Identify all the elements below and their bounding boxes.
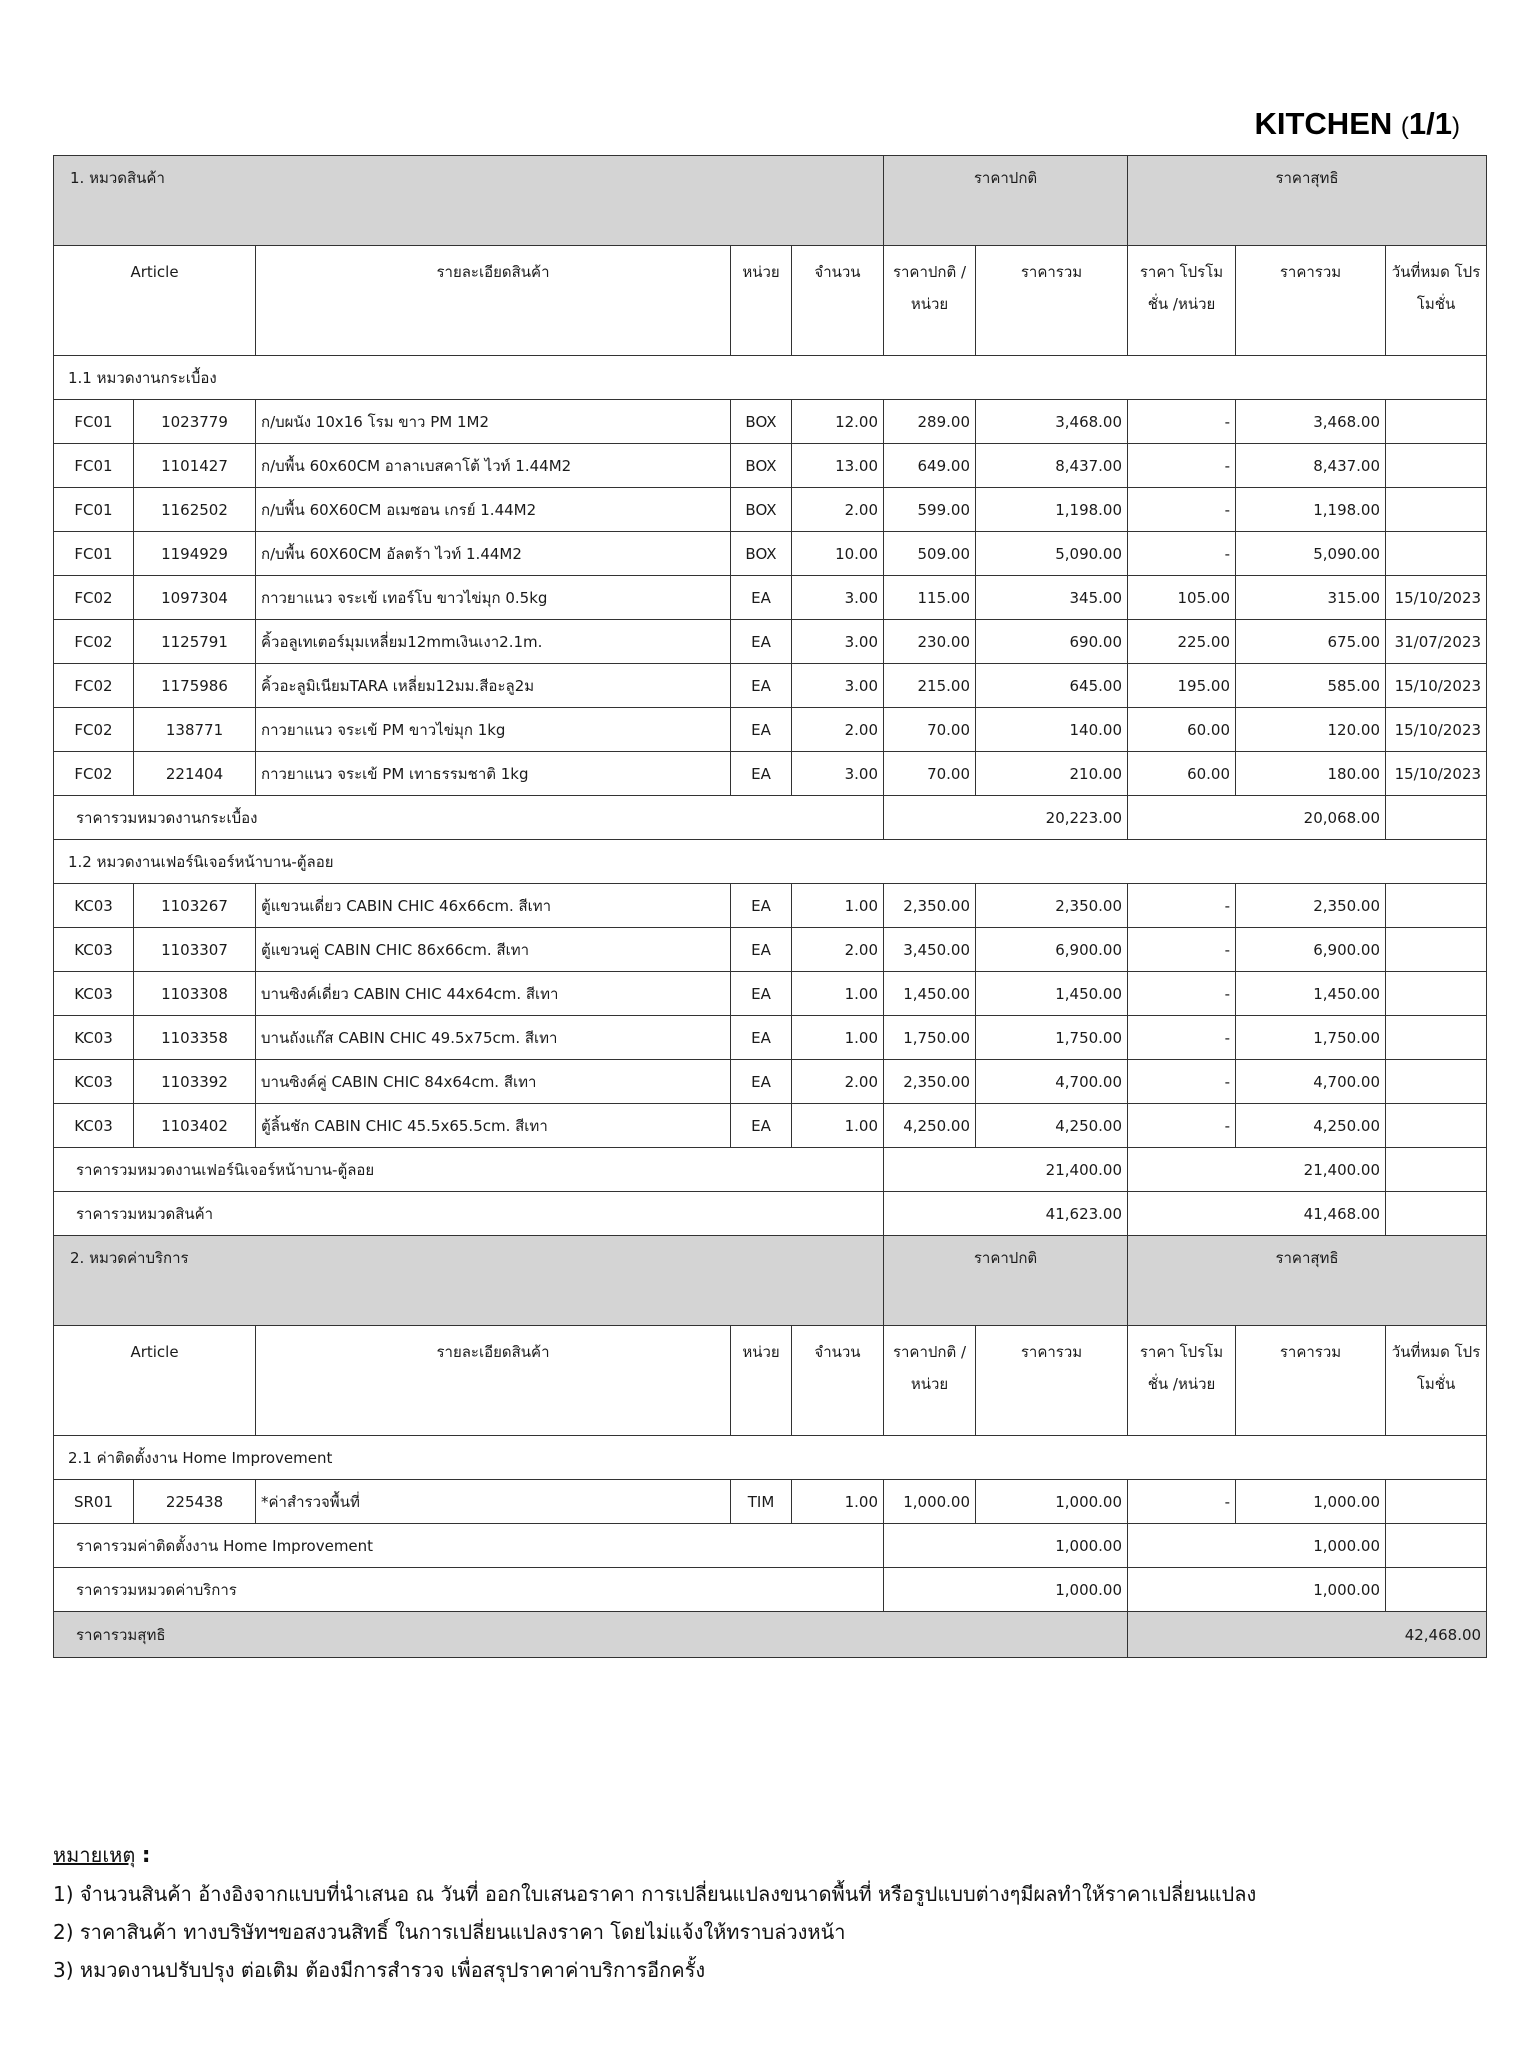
item-promo-price: - bbox=[1128, 400, 1236, 444]
section-title-row bbox=[54, 840, 1487, 884]
item-total: 345.00 bbox=[976, 576, 1128, 620]
item-article: 1194929 bbox=[134, 532, 256, 576]
col-unit-price: ราคาปกติ /หน่วย bbox=[884, 246, 976, 356]
item-unit-price: 70.00 bbox=[884, 752, 976, 796]
item-article: 1097304 bbox=[134, 576, 256, 620]
col-promo-total: ราคารวม bbox=[1236, 246, 1386, 356]
item-promo-total: 315.00 bbox=[1236, 576, 1386, 620]
grand-total-row bbox=[54, 1612, 1487, 1658]
item-article: 1103392 bbox=[134, 1060, 256, 1104]
table-row bbox=[54, 620, 1487, 664]
item-code: SR01 bbox=[54, 1480, 134, 1524]
regular-price-band: ราคาปกติ bbox=[884, 1236, 1128, 1326]
item-description: ก/บพื้น 60X60CM อเมซอน เกรย์ 1.44M2 bbox=[256, 488, 731, 532]
item-promo-price: 225.00 bbox=[1128, 620, 1236, 664]
item-unit-price: 115.00 bbox=[884, 576, 976, 620]
col-qty: จำนวน bbox=[792, 1326, 884, 1436]
item-promo-end bbox=[1386, 400, 1487, 444]
item-promo-end bbox=[1386, 1016, 1487, 1060]
subtotal-row bbox=[54, 796, 1487, 840]
table-row bbox=[54, 752, 1487, 796]
table-row bbox=[54, 884, 1487, 928]
col-promo-price: ราคา โปรโมชั่น /หน่วย bbox=[1128, 246, 1236, 356]
subtotal-regular: 21,400.00 bbox=[884, 1148, 1128, 1192]
item-unit-price: 1,750.00 bbox=[884, 1016, 976, 1060]
category-total-label: ราคารวมหมวดค่าบริการ bbox=[54, 1568, 884, 1612]
section-title: 1.2 หมวดงานเฟอร์นิเจอร์หน้าบาน-ตู้ลอย bbox=[54, 840, 1487, 884]
item-promo-total: 3,468.00 bbox=[1236, 400, 1386, 444]
item-article: 1101427 bbox=[134, 444, 256, 488]
item-code: KC03 bbox=[54, 972, 134, 1016]
item-article: 1175986 bbox=[134, 664, 256, 708]
item-article: 1103267 bbox=[134, 884, 256, 928]
note-item: 1) จำนวนสินค้า อ้างอิงจากแบบที่นำเสนอ ณ วันที่ ออกใบเสนอราคา การเปลี่ยนแปลงขนาดพื้นที่ หรือรูปแบบต่างๆมีผลทำให้ราคาเปลี่ยนแปลง bbox=[53, 1882, 1257, 1906]
item-article: 221404 bbox=[134, 752, 256, 796]
item-description: บานซิงค์เดี่ยว CABIN CHIC 44x64cm. สีเทา bbox=[256, 972, 731, 1016]
item-code: KC03 bbox=[54, 928, 134, 972]
subtotal-label: ราคารวมค่าติดตั้งงาน Home Improvement bbox=[54, 1524, 884, 1568]
category-total-row bbox=[54, 1568, 1487, 1612]
item-qty: 10.00 bbox=[792, 532, 884, 576]
item-promo-total: 1,000.00 bbox=[1236, 1480, 1386, 1524]
col-description: รายละเอียดสินค้า bbox=[256, 246, 731, 356]
category-title: 1. หมวดสินค้า bbox=[54, 156, 884, 246]
item-unit-price: 2,350.00 bbox=[884, 884, 976, 928]
item-promo-price: - bbox=[1128, 1016, 1236, 1060]
table-row bbox=[54, 444, 1487, 488]
subtotal-empty bbox=[1386, 1524, 1487, 1568]
item-qty: 3.00 bbox=[792, 664, 884, 708]
item-description: ก/บพื้น 60x60CM อาลาเบสคาโต้ ไวท์ 1.44M2 bbox=[256, 444, 731, 488]
item-promo-price: - bbox=[1128, 1104, 1236, 1148]
item-total: 1,750.00 bbox=[976, 1016, 1128, 1060]
item-promo-price: - bbox=[1128, 1480, 1236, 1524]
item-total: 8,437.00 bbox=[976, 444, 1128, 488]
item-unit: EA bbox=[731, 1016, 792, 1060]
item-code: FC02 bbox=[54, 664, 134, 708]
col-total: ราคารวม bbox=[976, 246, 1128, 356]
subtotal-net: 21,400.00 bbox=[1128, 1148, 1386, 1192]
item-promo-price: 60.00 bbox=[1128, 708, 1236, 752]
item-total: 140.00 bbox=[976, 708, 1128, 752]
item-unit: EA bbox=[731, 928, 792, 972]
table-row bbox=[54, 1104, 1487, 1148]
item-description: บานซิงค์คู่ CABIN CHIC 84x64cm. สีเทา bbox=[256, 1060, 731, 1104]
item-code: KC03 bbox=[54, 884, 134, 928]
item-unit-price: 509.00 bbox=[884, 532, 976, 576]
item-promo-price: 195.00 bbox=[1128, 664, 1236, 708]
item-article: 1125791 bbox=[134, 620, 256, 664]
table-row bbox=[54, 708, 1487, 752]
item-promo-end bbox=[1386, 488, 1487, 532]
item-unit: TIM bbox=[731, 1480, 792, 1524]
item-qty: 3.00 bbox=[792, 620, 884, 664]
table-row bbox=[54, 664, 1487, 708]
item-unit: EA bbox=[731, 620, 792, 664]
item-qty: 3.00 bbox=[792, 752, 884, 796]
item-qty: 13.00 bbox=[792, 444, 884, 488]
item-total: 1,000.00 bbox=[976, 1480, 1128, 1524]
col-total: ราคารวม bbox=[976, 1326, 1128, 1436]
table-row bbox=[54, 1480, 1487, 1524]
item-code: FC01 bbox=[54, 444, 134, 488]
item-promo-price: - bbox=[1128, 488, 1236, 532]
table-row bbox=[54, 576, 1487, 620]
item-unit: EA bbox=[731, 576, 792, 620]
page-title: KITCHEN (1/1) bbox=[1254, 106, 1460, 141]
item-code: FC01 bbox=[54, 488, 134, 532]
item-total: 6,900.00 bbox=[976, 928, 1128, 972]
item-unit-price: 230.00 bbox=[884, 620, 976, 664]
item-article: 1023779 bbox=[134, 400, 256, 444]
net-price-band: ราคาสุทธิ bbox=[1128, 1236, 1487, 1326]
item-promo-total: 675.00 bbox=[1236, 620, 1386, 664]
item-description: กาวยาแนว จระเข้ เทอร์โบ ขาวไข่มุก 0.5kg bbox=[256, 576, 731, 620]
item-unit-price: 1,450.00 bbox=[884, 972, 976, 1016]
category-total-regular: 41,623.00 bbox=[884, 1192, 1128, 1236]
quotation-table bbox=[53, 155, 1487, 1658]
item-code: FC02 bbox=[54, 576, 134, 620]
item-total: 3,468.00 bbox=[976, 400, 1128, 444]
column-header-row bbox=[54, 1326, 1487, 1436]
category-total-empty bbox=[1386, 1192, 1487, 1236]
section-title: 1.1 หมวดงานกระเบื้อง bbox=[54, 356, 1487, 400]
table-row bbox=[54, 1060, 1487, 1104]
item-unit: EA bbox=[731, 1104, 792, 1148]
item-qty: 1.00 bbox=[792, 1480, 884, 1524]
category-header bbox=[54, 1236, 1487, 1326]
category-total-net: 1,000.00 bbox=[1128, 1568, 1386, 1612]
section-title-row bbox=[54, 356, 1487, 400]
item-description: ตู้แขวนคู่ CABIN CHIC 86x66cm. สีเทา bbox=[256, 928, 731, 972]
item-promo-end bbox=[1386, 928, 1487, 972]
notes: หมายเหตุ : 1) จำนวนสินค้า อ้างอิงจากแบบที่นำเสนอ ณ วันที่ ออกใบเสนอราคา การเปลี่ยนแปลงขนาดพื้นที่ หรือรูปแบบต่างๆมีผลทำให้ราคาเปลี่ยนแปลง 2) ราคาสินค้า ทางบริษัทฯขอสงวนสิทธิ์ ในการเปลี่ยนแปลงราคา โดยไม่แจ้งให้ทราบล่วงหน้า 3) หมวดงานปรับปรุง ต่อเติม ต้องมีการสำรวจ เพื่อสรุปราคาค่าบริการอีกครั้ง bbox=[53, 1836, 1493, 1989]
item-promo-price: - bbox=[1128, 972, 1236, 1016]
item-qty: 2.00 bbox=[792, 488, 884, 532]
item-promo-total: 1,750.00 bbox=[1236, 1016, 1386, 1060]
item-total: 1,198.00 bbox=[976, 488, 1128, 532]
item-promo-end bbox=[1386, 532, 1487, 576]
item-promo-end: 15/10/2023 bbox=[1386, 752, 1487, 796]
item-qty: 1.00 bbox=[792, 884, 884, 928]
col-unit-price: ราคาปกติ /หน่วย bbox=[884, 1326, 976, 1436]
item-code: FC02 bbox=[54, 620, 134, 664]
item-description: คิ้วอลูเทเตอร์มุมเหลี่ยม12mmเงินเงา2.1m. bbox=[256, 620, 731, 664]
item-qty: 12.00 bbox=[792, 400, 884, 444]
item-code: KC03 bbox=[54, 1104, 134, 1148]
col-article: Article bbox=[54, 1326, 256, 1436]
grand-total-label: ราคารวมสุทธิ bbox=[54, 1612, 1128, 1658]
item-code: FC02 bbox=[54, 708, 134, 752]
item-promo-total: 4,250.00 bbox=[1236, 1104, 1386, 1148]
subtotal-label: ราคารวมหมวดงานเฟอร์นิเจอร์หน้าบาน-ตู้ลอย bbox=[54, 1148, 884, 1192]
item-article: 1103402 bbox=[134, 1104, 256, 1148]
subtotal-empty bbox=[1386, 1148, 1487, 1192]
item-promo-end bbox=[1386, 1060, 1487, 1104]
category-title: 2. หมวดค่าบริการ bbox=[54, 1236, 884, 1326]
subtotal-net: 20,068.00 bbox=[1128, 796, 1386, 840]
item-total: 210.00 bbox=[976, 752, 1128, 796]
item-code: KC03 bbox=[54, 1016, 134, 1060]
item-total: 645.00 bbox=[976, 664, 1128, 708]
item-unit: EA bbox=[731, 752, 792, 796]
item-promo-end bbox=[1386, 1480, 1487, 1524]
item-code: FC02 bbox=[54, 752, 134, 796]
item-description: ตู้แขวนเดี่ยว CABIN CHIC 46x66cm. สีเทา bbox=[256, 884, 731, 928]
col-description: รายละเอียดสินค้า bbox=[256, 1326, 731, 1436]
subtotal-net: 1,000.00 bbox=[1128, 1524, 1386, 1568]
item-unit: EA bbox=[731, 884, 792, 928]
item-code: FC01 bbox=[54, 400, 134, 444]
table-row bbox=[54, 928, 1487, 972]
item-article: 1103307 bbox=[134, 928, 256, 972]
item-total: 5,090.00 bbox=[976, 532, 1128, 576]
table-row bbox=[54, 972, 1487, 1016]
item-total: 2,350.00 bbox=[976, 884, 1128, 928]
item-article: 1103308 bbox=[134, 972, 256, 1016]
item-unit-price: 3,450.00 bbox=[884, 928, 976, 972]
item-promo-total: 1,450.00 bbox=[1236, 972, 1386, 1016]
col-qty: จำนวน bbox=[792, 246, 884, 356]
item-promo-total: 1,198.00 bbox=[1236, 488, 1386, 532]
item-unit-price: 649.00 bbox=[884, 444, 976, 488]
table-row bbox=[54, 488, 1487, 532]
item-promo-end: 15/10/2023 bbox=[1386, 664, 1487, 708]
item-code: FC01 bbox=[54, 532, 134, 576]
item-unit-price: 289.00 bbox=[884, 400, 976, 444]
category-total-row bbox=[54, 1192, 1487, 1236]
item-promo-price: 105.00 bbox=[1128, 576, 1236, 620]
item-promo-total: 120.00 bbox=[1236, 708, 1386, 752]
item-unit: BOX bbox=[731, 488, 792, 532]
subtotal-regular: 1,000.00 bbox=[884, 1524, 1128, 1568]
item-description: ก/บพื้น 60X60CM อัลตร้า ไวท์ 1.44M2 bbox=[256, 532, 731, 576]
item-qty: 3.00 bbox=[792, 576, 884, 620]
item-unit-price: 4,250.00 bbox=[884, 1104, 976, 1148]
section-title-row bbox=[54, 1436, 1487, 1480]
note-item: 3) หมวดงานปรับปรุง ต่อเติม ต้องมีการสำรวจ เพื่อสรุปราคาค่าบริการอีกครั้ง bbox=[53, 1958, 706, 1982]
column-header-row bbox=[54, 246, 1487, 356]
subtotal-empty bbox=[1386, 796, 1487, 840]
item-promo-price: - bbox=[1128, 1060, 1236, 1104]
item-promo-end: 15/10/2023 bbox=[1386, 576, 1487, 620]
item-unit: BOX bbox=[731, 532, 792, 576]
item-promo-price: - bbox=[1128, 884, 1236, 928]
item-promo-end: 31/07/2023 bbox=[1386, 620, 1487, 664]
section-title: 2.1 ค่าติดตั้งงาน Home Improvement bbox=[54, 1436, 1487, 1480]
item-qty: 2.00 bbox=[792, 1060, 884, 1104]
item-description: ก/บผนัง 10x16 โรม ขาว PM 1M2 bbox=[256, 400, 731, 444]
item-promo-total: 2,350.00 bbox=[1236, 884, 1386, 928]
category-total-label: ราคารวมหมวดสินค้า bbox=[54, 1192, 884, 1236]
item-unit-price: 70.00 bbox=[884, 708, 976, 752]
regular-price-band: ราคาปกติ bbox=[884, 156, 1128, 246]
item-promo-price: - bbox=[1128, 532, 1236, 576]
item-promo-total: 5,090.00 bbox=[1236, 532, 1386, 576]
item-article: 1103358 bbox=[134, 1016, 256, 1060]
col-article: Article bbox=[54, 246, 256, 356]
item-unit-price: 1,000.00 bbox=[884, 1480, 976, 1524]
item-unit-price: 2,350.00 bbox=[884, 1060, 976, 1104]
category-header bbox=[54, 156, 1487, 246]
item-description: ตู้ลิ้นชัก CABIN CHIC 45.5x65.5cm. สีเทา bbox=[256, 1104, 731, 1148]
subtotal-label: ราคารวมหมวดงานกระเบื้อง bbox=[54, 796, 884, 840]
item-unit-price: 599.00 bbox=[884, 488, 976, 532]
category-total-net: 41,468.00 bbox=[1128, 1192, 1386, 1236]
grand-total-value: 42,468.00 bbox=[1128, 1612, 1487, 1658]
item-unit: BOX bbox=[731, 400, 792, 444]
item-promo-end: 15/10/2023 bbox=[1386, 708, 1487, 752]
item-article: 225438 bbox=[134, 1480, 256, 1524]
item-promo-total: 585.00 bbox=[1236, 664, 1386, 708]
net-price-band: ราคาสุทธิ bbox=[1128, 156, 1487, 246]
item-total: 4,250.00 bbox=[976, 1104, 1128, 1148]
col-promo-end: วันที่หมด โปรโมชั่น bbox=[1386, 1326, 1487, 1436]
item-code: KC03 bbox=[54, 1060, 134, 1104]
item-qty: 1.00 bbox=[792, 1016, 884, 1060]
item-article: 138771 bbox=[134, 708, 256, 752]
item-promo-total: 6,900.00 bbox=[1236, 928, 1386, 972]
table-row bbox=[54, 400, 1487, 444]
item-unit: EA bbox=[731, 708, 792, 752]
item-description: กาวยาแนว จระเข้ PM ขาวไข่มุก 1kg bbox=[256, 708, 731, 752]
table-row bbox=[54, 532, 1487, 576]
item-unit: EA bbox=[731, 1060, 792, 1104]
item-total: 690.00 bbox=[976, 620, 1128, 664]
item-unit: EA bbox=[731, 972, 792, 1016]
item-qty: 2.00 bbox=[792, 928, 884, 972]
subtotal-regular: 20,223.00 bbox=[884, 796, 1128, 840]
col-promo-end: วันที่หมด โปรโมชั่น bbox=[1386, 246, 1487, 356]
item-total: 1,450.00 bbox=[976, 972, 1128, 1016]
col-promo-price: ราคา โปรโมชั่น /หน่วย bbox=[1128, 1326, 1236, 1436]
item-description: กาวยาแนว จระเข้ PM เทาธรรมชาติ 1kg bbox=[256, 752, 731, 796]
item-promo-end bbox=[1386, 972, 1487, 1016]
item-promo-total: 8,437.00 bbox=[1236, 444, 1386, 488]
item-unit: EA bbox=[731, 664, 792, 708]
item-promo-end bbox=[1386, 444, 1487, 488]
subtotal-row bbox=[54, 1148, 1487, 1192]
item-promo-price: 60.00 bbox=[1128, 752, 1236, 796]
item-description: บานถังแก๊ส CABIN CHIC 49.5x75cm. สีเทา bbox=[256, 1016, 731, 1060]
col-unit: หน่วย bbox=[731, 246, 792, 356]
col-promo-total: ราคารวม bbox=[1236, 1326, 1386, 1436]
item-description: คิ้วอะลูมิเนียมTARA เหลี่ยม12มม.สีอะลู2ม bbox=[256, 664, 731, 708]
item-qty: 1.00 bbox=[792, 1104, 884, 1148]
item-unit-price: 215.00 bbox=[884, 664, 976, 708]
category-total-empty bbox=[1386, 1568, 1487, 1612]
item-qty: 1.00 bbox=[792, 972, 884, 1016]
table-row bbox=[54, 1016, 1487, 1060]
col-unit: หน่วย bbox=[731, 1326, 792, 1436]
category-total-regular: 1,000.00 bbox=[884, 1568, 1128, 1612]
item-promo-end bbox=[1386, 884, 1487, 928]
item-promo-end bbox=[1386, 1104, 1487, 1148]
item-promo-price: - bbox=[1128, 444, 1236, 488]
item-unit: BOX bbox=[731, 444, 792, 488]
item-total: 4,700.00 bbox=[976, 1060, 1128, 1104]
item-promo-total: 180.00 bbox=[1236, 752, 1386, 796]
item-promo-total: 4,700.00 bbox=[1236, 1060, 1386, 1104]
item-article: 1162502 bbox=[134, 488, 256, 532]
item-qty: 2.00 bbox=[792, 708, 884, 752]
item-description: *ค่าสำรวจพื้นที่ bbox=[256, 1480, 731, 1524]
notes-heading: หมายเหตุ bbox=[53, 1843, 136, 1867]
note-item: 2) ราคาสินค้า ทางบริษัทฯขอสงวนสิทธิ์ ในการเปลี่ยนแปลงราคา โดยไม่แจ้งให้ทราบล่วงหน้า bbox=[53, 1920, 846, 1944]
item-promo-price: - bbox=[1128, 928, 1236, 972]
subtotal-row bbox=[54, 1524, 1487, 1568]
